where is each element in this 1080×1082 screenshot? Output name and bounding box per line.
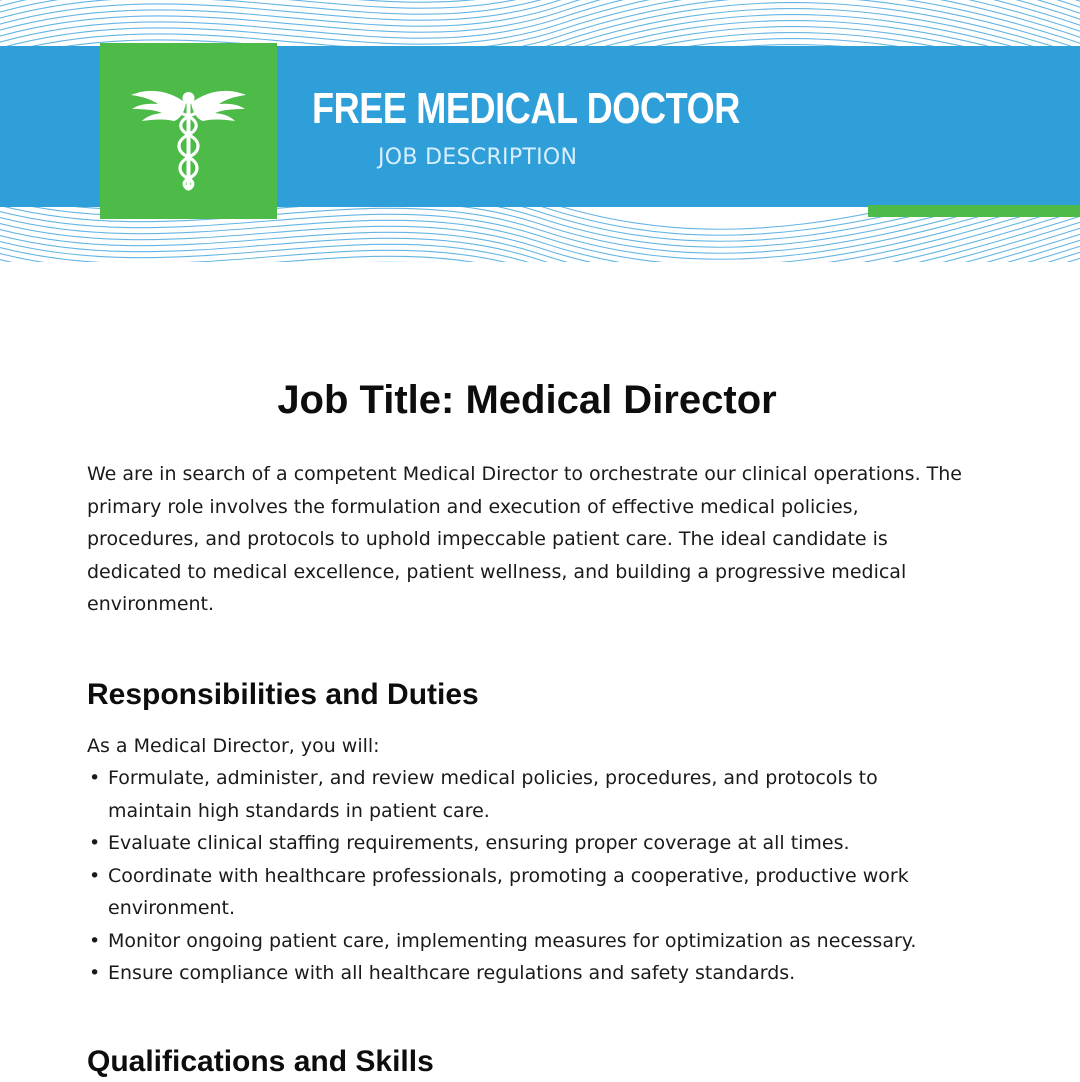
caduceus-icon xyxy=(100,43,277,219)
brand-subtitle: JOB DESCRIPTION xyxy=(378,145,578,170)
intro-paragraph: We are in search of a competent Medical Director to orchestrate our clinical operations. The primary role involves the formulation and execution of effective medical policies, procedures, and protocols to uphold impeccable patient care. The ideal candidate is dedicated to medical excellence, patient wellness, and building a progressive medical environment. xyxy=(87,463,962,615)
job-title: Job Title: Medical Director xyxy=(277,378,777,422)
brand-title: FREE MEDICAL DOCTOR xyxy=(312,84,740,133)
responsibilities-list xyxy=(87,762,967,990)
document-header xyxy=(0,0,1080,262)
list-item: • Evaluate clinical staffing requirements, ensuring proper coverage at all times. xyxy=(87,827,967,860)
list-item: • Coordinate with healthcare professionals, promoting a cooperative, productive work environment. xyxy=(87,860,967,925)
section-heading-responsibilities: Responsibilities and Duties xyxy=(87,677,479,711)
list-item: • Formulate, administer, and review medical policies, procedures, and protocols to maintain high standards in patient care. xyxy=(87,762,967,827)
list-item: • Monitor ongoing patient care, implementing measures for optimization as necessary. xyxy=(87,925,967,958)
section-heading-qualifications: Qualifications and Skills xyxy=(87,1044,434,1078)
accent-strip xyxy=(868,205,1080,217)
list-item: • Ensure compliance with all healthcare regulations and safety standards. xyxy=(87,957,967,990)
document-body xyxy=(87,370,967,1082)
logo-box xyxy=(100,43,277,219)
responsibilities-lead-in: As a Medical Director, you will: xyxy=(87,734,380,757)
